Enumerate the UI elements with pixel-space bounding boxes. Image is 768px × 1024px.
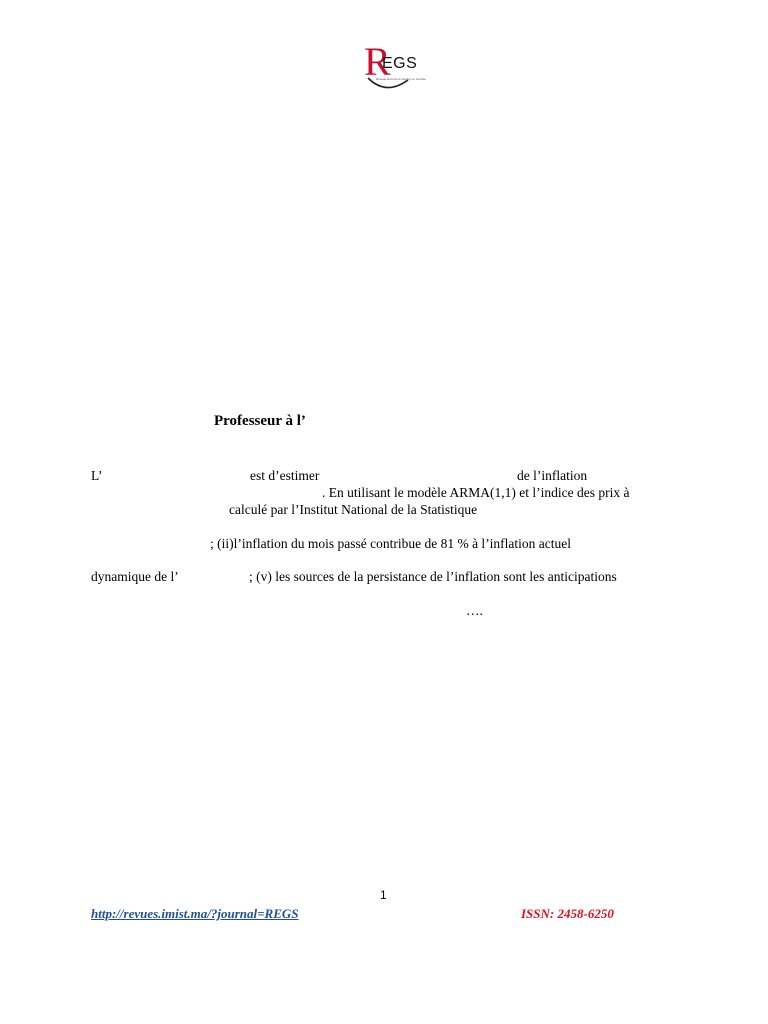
journal-url-link[interactable]: http://revues.imist.ma/?journal=REGS — [91, 906, 299, 921]
abstract-line2: . En utilisant le modèle ARMA(1,1) et l’indice des prix à — [322, 485, 630, 500]
page-number: 1 — [380, 888, 387, 902]
abstract-line4: ; (ii)l’inflation du mois passé contribue de 81 % à l’inflation actuel — [210, 536, 572, 551]
logo-letters: EGS — [382, 55, 418, 72]
abstract-line3: calculé par l’Institut National de la Statistique — [229, 502, 478, 517]
abstract-line1-part3: de l’inflation — [517, 468, 588, 483]
abstract-line1-part1: L’ — [91, 468, 103, 483]
abstract-line5-part1: dynamique de l’ — [91, 569, 179, 584]
abstract-line6: …. — [466, 603, 483, 618]
abstract-line1-part2: est d’estimer — [250, 468, 320, 483]
author-affiliation: Professeur à l’ — [214, 413, 306, 429]
abstract-line5-part2: ; (v) les sources de la persistance de l’inflation sont les anticipations — [249, 569, 617, 584]
logo-letter-r: R — [364, 39, 391, 84]
issn-label: ISSN: 2458-6250 — [521, 906, 614, 921]
logo-tagline: Réseau Économie Gestion et Société — [376, 77, 426, 81]
